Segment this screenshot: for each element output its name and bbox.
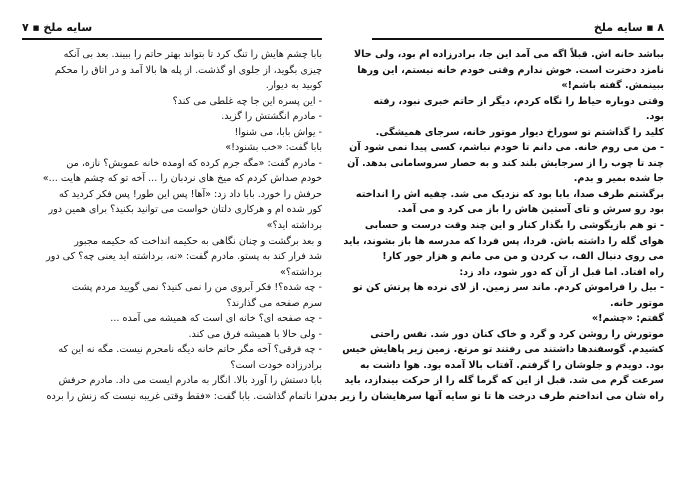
left-page bbox=[22, 18, 322, 486]
text-line: نامزد دخترت است. خوش ندارم وقتی خودم خانه نیستم، این ورها bbox=[357, 64, 664, 76]
text-line: برادرزاده خودت است؟ bbox=[230, 359, 322, 371]
text-line: برداشته؟» bbox=[280, 266, 322, 278]
text-line: ببینمش. گفته باشم!» bbox=[561, 80, 664, 92]
square-bullet-icon: ■ bbox=[646, 23, 654, 32]
text-line: سرعت گرم می شد. قبل از این که گرما گله را از حرکت بیندازد، باید bbox=[344, 375, 664, 387]
left-page-body bbox=[22, 47, 322, 405]
text-line: - چه صفحه ای؟ خانه ای است که همیشه می آمده ... bbox=[110, 313, 322, 325]
text-line: سرم صفحه می گذارند؟ bbox=[226, 297, 322, 309]
text-line: و بعد برگشت و چنان نگاهی به حکیمه انداخت که حکیمه مجبور bbox=[74, 235, 322, 247]
text-line: - این پسره این جا چه غلطی می کند؟ bbox=[172, 95, 322, 107]
text-line: کشیدم. گوسفندها داشتند می رفتند تو مرتع. زمین زیر پاهایش خیس bbox=[342, 344, 664, 356]
text-line: خودم صداش کردم که میخ های نردبان را ... آخه تو که چشم هایت ...» bbox=[42, 173, 322, 185]
text-line: - ولی حالا با همیشه فرق می کند. bbox=[188, 328, 322, 340]
left-page-number: ۷ bbox=[22, 21, 29, 34]
text-line: - یواش بابا، می شنوا! bbox=[234, 126, 322, 138]
text-line: کوبید به دیوار. bbox=[265, 80, 322, 92]
text-line: هوای گله را داشته باش. فردا، پس فردا که مدرسه ها باز بشوند، باید bbox=[343, 235, 664, 247]
text-line: - مادرم گفت: «مگه جرم کرده که اومده خانه عمویش؟ نازه، من bbox=[66, 157, 322, 169]
text-line: را ناتمام گذاشت. بابا گفت: «فقط وقتی غریبه نیست که زنش را برده bbox=[46, 391, 322, 403]
text-line: حرفش را خورد. بابا داد زد: «آها! پس این طور! پس فکر کردید که bbox=[59, 188, 322, 200]
text-line: جا شده بمیر و بدم. bbox=[573, 173, 664, 185]
text-line: - چه شده؟! فکر آبروی من را نمی کنید؟ نمی گویید مردم پشت bbox=[71, 282, 322, 294]
text-line: بود. دویدم و جلوشان را گرفتم. آفتاب بالا آمده بود. هوا داشت به bbox=[360, 359, 664, 371]
text-line: - مادرم انگشتش را گزید. bbox=[221, 111, 322, 123]
text-line: می روی دنبال الف، ب کردن و من می مانم و هزار جور کار! bbox=[382, 251, 664, 263]
text-line: - من می روم خانه. می دانم تا خودم نباشم، کسی پیدا نمی شود آن bbox=[349, 142, 664, 154]
text-line: راه افتاد. اما قبل از آن که دور شود، داد زد: bbox=[459, 266, 664, 278]
text-line: موتورش را روشن کرد و گرد و خاک کنان دور شد. نفس راحتی bbox=[370, 328, 664, 340]
right-page bbox=[319, 18, 664, 486]
left-page-title: سایه ملخ bbox=[43, 21, 93, 34]
text-line: بابا چشم هایش را تنگ کرد تا بتواند بهتر حاتم را ببیند. بعد بی آنکه bbox=[63, 49, 322, 60]
text-line: برگشتم طرف صدا، بابا بود که نزدیک می شد. چفیه اش را انداخته bbox=[355, 188, 664, 200]
text-line: چیزی بگوید، از جلوی او گذشت. از پله ها بالا آمد و در اتاق را محکم bbox=[54, 64, 322, 76]
text-line: کلید را گذاشتم تو سوراخ دیوار موتور خانه، سرجای همیشگی. bbox=[375, 126, 664, 138]
text-line: - بیل را فراموش کردم. ماند سر زمین. از لای نرده ها پرتش کن تو bbox=[353, 282, 664, 294]
right-page-title: سایه ملخ bbox=[593, 21, 643, 34]
square-bullet-icon: ■ bbox=[32, 23, 40, 32]
text-line: کور شده ام و هرکاری دلتان خواست می توانید بکنید؟ برای همین دور bbox=[48, 204, 322, 216]
text-line: بباشد خانه اش. قبلاً اگه می آمد این جا، برادرزاده ام بود، ولی حالا bbox=[353, 49, 664, 60]
text-line: بابا دستش را آورد بالا. انگار به مادرم ایست می داد. مادرم حرفش bbox=[58, 375, 322, 387]
text-line: شد فرار کند به پستو. مادرم گفت: «نه، برداشته اید یعنی چه؟ کی دور bbox=[46, 251, 322, 263]
text-line: بود. bbox=[645, 111, 664, 123]
text-line: وقتی دوباره حیاط را نگاه کردم، دیگر از حاتم خبری نبود، رفته bbox=[373, 95, 664, 107]
right-page-header bbox=[372, 18, 664, 40]
text-line: - تو هم بازیگوشی را بگذار کنار و این چند وقت درست و حسابی bbox=[364, 220, 664, 232]
text-line: راه شان می انداختم طرف درخت ها تا تو سایه آنها سرهایشان را زیر بدن bbox=[319, 391, 664, 403]
text-line: چند تا چوب را از سرجایش بلند کند و به حصار سروسامانی بدهد. آن bbox=[347, 157, 664, 169]
text-line: گفتم: «چشم!» bbox=[591, 313, 664, 325]
text-line: - چه فرقی؟ آخه مگر حاتم خانه دیگه نامحرم نیست. مگه نه این که bbox=[58, 344, 322, 356]
right-page-body bbox=[319, 47, 664, 405]
left-page-header bbox=[22, 18, 322, 40]
right-page-number: ۸ bbox=[657, 21, 664, 34]
text-line: برداشته اید؟» bbox=[266, 220, 322, 232]
text-line: موتور خانه. bbox=[609, 297, 664, 309]
text-line: بابا گفت: «خب بشنود!» bbox=[225, 142, 322, 154]
text-line: بود رو سرش و تای آستین هاش را باز می کرد و می آمد. bbox=[397, 204, 664, 216]
